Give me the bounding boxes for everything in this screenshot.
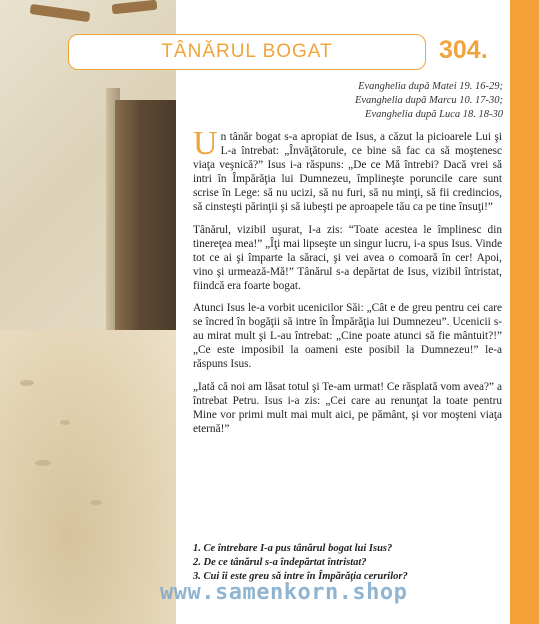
question: 1. Ce întrebare I-a pus tânărul bogat lui Isus? <box>193 543 393 554</box>
paragraph-text: n tânăr bogat s-a apropiat de Isus, a căzut la picioarele Lui şi L-a întrebat: „Învăţătorule, ce bine să fac ca să moştenesc viaţa veşnică?” Isus i-a răspuns: „De ce Mă întrebi? Dacă vrei să intri în Împărăţia lui Dumnezeu, împlineşte poruncile care sunt scrise în Lege: să nu ucizi, să nu furi, să nu minţi, să fii credincios, să cinsteşti părinţii şi să iubeşti pe aproapele tău ca pe tine însuţi!” <box>193 131 502 214</box>
question: 3. Cui îi este greu să intre în Împărăţia cerurilor? <box>193 571 408 582</box>
story-text <box>193 125 502 444</box>
scripture-references <box>355 80 503 122</box>
watermark: www.samenkorn.shop <box>160 580 408 605</box>
reference-line: Evanghelia după Luca 18. 18-30 <box>365 109 503 120</box>
questions-list <box>193 542 503 584</box>
orange-sidebar <box>510 0 539 624</box>
paragraph: „Iată că noi am lăsat totul şi Te-am urmat! Ce răsplată vom avea?” a întrebat Petru. Isus i-a zis: „Cei care au renunţat la toate pentru Mine vor primi mult mai mult aici, pe pământ, şi vor moşteni viaţa eternă!” <box>193 380 502 435</box>
paragraph <box>193 125 502 215</box>
reference-line: Evanghelia după Marcu 10. 17-30; <box>354 95 503 106</box>
illustration-doorway <box>115 100 176 340</box>
paragraph: Tânărul, vizibil uşurat, I-a zis: “Toate acestea le împlinesc din tinereţea mea!” „Îţi mai lipseşte un singur lucru, i-a spus Isus. Vinde tot ce ai şi împarte la săraci, şi vei avea o comoară în cer! Apoi, vino şi urmează-Mă!” Tânărul s-a depărtat de Isus, vizibil întristat, fiindcă era foarte bogat. <box>193 223 502 292</box>
title-box <box>68 34 426 70</box>
reference-line: Evanghelia după Matei 19. 16-29; <box>358 81 503 92</box>
page-title: TÂNĂRUL BOGAT <box>161 41 333 62</box>
story-number: 304. <box>439 36 488 64</box>
illustration-panel <box>0 0 176 624</box>
illustration-ground <box>0 330 176 624</box>
illustration-stone <box>35 460 51 466</box>
illustration-stone <box>60 420 70 425</box>
illustration-stone <box>90 500 102 505</box>
paragraph: Atunci Isus le-a vorbit ucenicilor Săi: „Cât e de greu pentru cei care se încred în bogăţii să intre în Împărăţia lui Dumnezeu”. Ucenicii s-au mirat mult şi L-au întrebat: „Cine poate atunci să fie mântuit?!” „Ce este imposibil la oameni este posibil la Dumnezeu!” le-a răspuns Isus. <box>193 302 502 371</box>
illustration-stone <box>20 380 34 386</box>
drop-cap: U <box>193 125 218 162</box>
question: 2. De ce tânărul s-a îndepărtat întristat? <box>193 557 367 568</box>
